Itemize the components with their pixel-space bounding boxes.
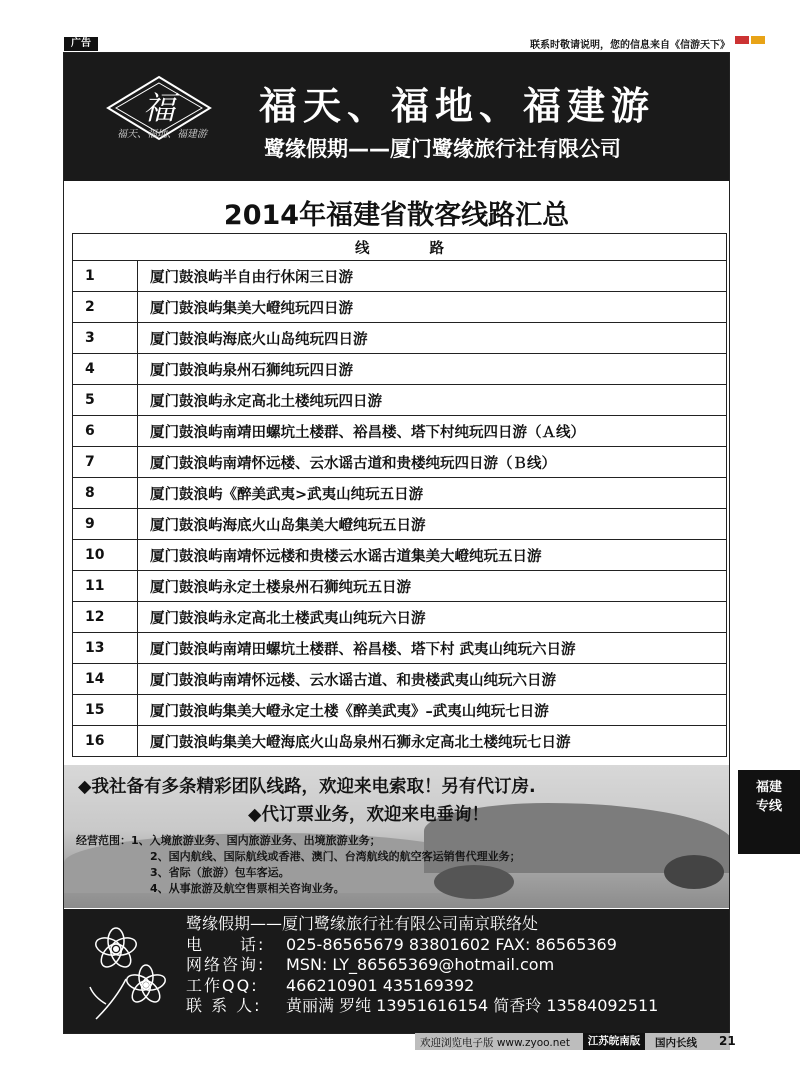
scope-line: 经营范围：1、入境旅游业务、国内旅游业务、出境旅游业务；	[76, 834, 381, 847]
route-name: 厦门鼓浪屿南靖田螺坑土楼群、裕昌楼、塔下村 武夷山纯玩六日游	[138, 633, 727, 664]
header-banner	[64, 53, 729, 181]
table-row	[73, 354, 727, 385]
route-num: 8	[73, 478, 138, 509]
side-tab	[738, 770, 800, 854]
ad-frame	[63, 52, 730, 1034]
route-num: 5	[73, 385, 138, 416]
route-num: 9	[73, 509, 138, 540]
table-row	[73, 509, 727, 540]
route-num: 13	[73, 633, 138, 664]
route-name: 厦门鼓浪屿泉州石狮纯玩四日游	[138, 354, 727, 385]
person-value: 黄丽满 罗纯 13951616154 简香玲 13584092511	[286, 996, 659, 1015]
section-label: 国内长线	[655, 1037, 697, 1049]
company-name: 鹭缘假期——厦门鹭缘旅行社有限公司	[264, 137, 621, 161]
table-row	[73, 695, 727, 726]
ad-label: 广告	[64, 37, 98, 51]
table-row	[73, 323, 727, 354]
edition-badge: 江苏皖南版	[583, 1033, 645, 1050]
route-num: 7	[73, 447, 138, 478]
contact-footer	[64, 909, 729, 1034]
contact-info	[186, 914, 658, 1017]
logo-char: 福	[142, 89, 176, 127]
promo-line-1: ◆我社备有多条精彩团队线路，欢迎来电索取！另有代订房.	[78, 777, 536, 797]
table-row	[73, 447, 727, 478]
top-bar	[0, 0, 800, 50]
business-scope	[76, 833, 521, 897]
side-tab-line: 福建	[755, 780, 782, 795]
table-row	[73, 726, 727, 757]
side-tab-line: 专线	[755, 799, 782, 814]
slogan: 福天、福地、福建游	[259, 84, 656, 128]
route-name: 厦门鼓浪屿南靖怀远楼和贵楼云水谣古道集美大嶝纯玩五日游	[138, 540, 727, 571]
route-name: 厦门鼓浪屿南靖怀远楼、云水谣古道和贵楼纯玩四日游（Ｂ线）	[138, 447, 727, 478]
route-num: 4	[73, 354, 138, 385]
page-title: 2014年福建省散客线路汇总	[223, 200, 570, 231]
routes-header: 线路	[73, 234, 727, 261]
route-name: 厦门鼓浪屿永定高北土楼武夷山纯玩六日游	[138, 602, 727, 633]
website-link[interactable]: 欢迎浏览电子版 www.zyoo.net	[420, 1037, 570, 1049]
route-name: 厦门鼓浪屿永定高北土楼纯玩四日游	[138, 385, 727, 416]
office-name: 鹭缘假期——厦门鹭缘旅行社有限公司南京联络处	[186, 914, 539, 933]
route-num: 16	[73, 726, 138, 757]
table-row	[73, 571, 727, 602]
route-name: 厦门鼓浪屿《醉美武夷>武夷山纯玩五日游	[138, 478, 727, 509]
publisher-logo-icon	[735, 36, 795, 50]
web-label: 网络咨询:	[186, 955, 266, 974]
flower-icon	[86, 919, 176, 1027]
phone-value: 025-86565679 83801602 FAX: 86565369	[286, 934, 617, 954]
table-row	[73, 385, 727, 416]
route-num: 11	[73, 571, 138, 602]
route-name: 厦门鼓浪屿集美大嶝纯玩四日游	[138, 292, 727, 323]
page-number: 21	[719, 1034, 736, 1048]
qq-value: 466210901 435169392	[286, 975, 475, 995]
phone-label: 电 话:	[186, 934, 266, 954]
route-num: 2	[73, 292, 138, 323]
logo-caption: 福天、福地、福建游	[117, 129, 207, 140]
route-num: 12	[73, 602, 138, 633]
route-num: 15	[73, 695, 138, 726]
route-name: 厦门鼓浪屿海底火山岛集美大嶝纯玩五日游	[138, 509, 727, 540]
route-name: 厦门鼓浪屿海底火山岛纯玩四日游	[138, 323, 727, 354]
table-row	[73, 633, 727, 664]
table-row	[73, 602, 727, 633]
promo-line-2: ◆代订票业务，欢迎来电垂询！	[248, 805, 489, 825]
route-name: 厦门鼓浪屿永定土楼泉州石狮纯玩五日游	[138, 571, 727, 602]
route-num: 10	[73, 540, 138, 571]
qq-label: 工作QQ:	[186, 975, 259, 995]
table-row	[73, 261, 727, 292]
route-num: 14	[73, 664, 138, 695]
route-name: 厦门鼓浪屿集美大嶝海底火山岛泉州石狮永定高北土楼纯玩七日游	[138, 726, 727, 757]
routes-table	[72, 233, 727, 757]
scope-line: 3、省际（旅游）包车客运。	[150, 866, 290, 879]
route-num: 1	[73, 261, 138, 292]
table-row	[73, 292, 727, 323]
scope-line: 4、从事旅游及航空售票相关咨询业务。	[150, 882, 345, 895]
source-note: 联系时敬请说明，您的信息来自《信游天下》	[530, 40, 730, 51]
route-name: 厦门鼓浪屿南靖田螺坑土楼群、裕昌楼、塔下村纯玩四日游（Ａ线）	[138, 416, 727, 447]
route-num: 6	[73, 416, 138, 447]
route-name: 厦门鼓浪屿南靖怀远楼、云水谣古道、和贵楼武夷山纯玩六日游	[138, 664, 727, 695]
msn-value: MSN: LY_86565369@hotmail.com	[286, 955, 555, 974]
table-row	[73, 664, 727, 695]
person-label: 联 系 人:	[186, 996, 262, 1015]
table-row	[73, 478, 727, 509]
table-row	[73, 540, 727, 571]
route-name: 厦门鼓浪屿半自由行休闲三日游	[138, 261, 727, 292]
route-name: 厦门鼓浪屿集美大嶝永定土楼《醉美武夷》–武夷山纯玩七日游	[138, 695, 727, 726]
route-num: 3	[73, 323, 138, 354]
scope-line: 2、国内航线、国际航线或香港、澳门、台湾航线的航空客运销售代理业务；	[150, 850, 521, 863]
table-row	[73, 416, 727, 447]
